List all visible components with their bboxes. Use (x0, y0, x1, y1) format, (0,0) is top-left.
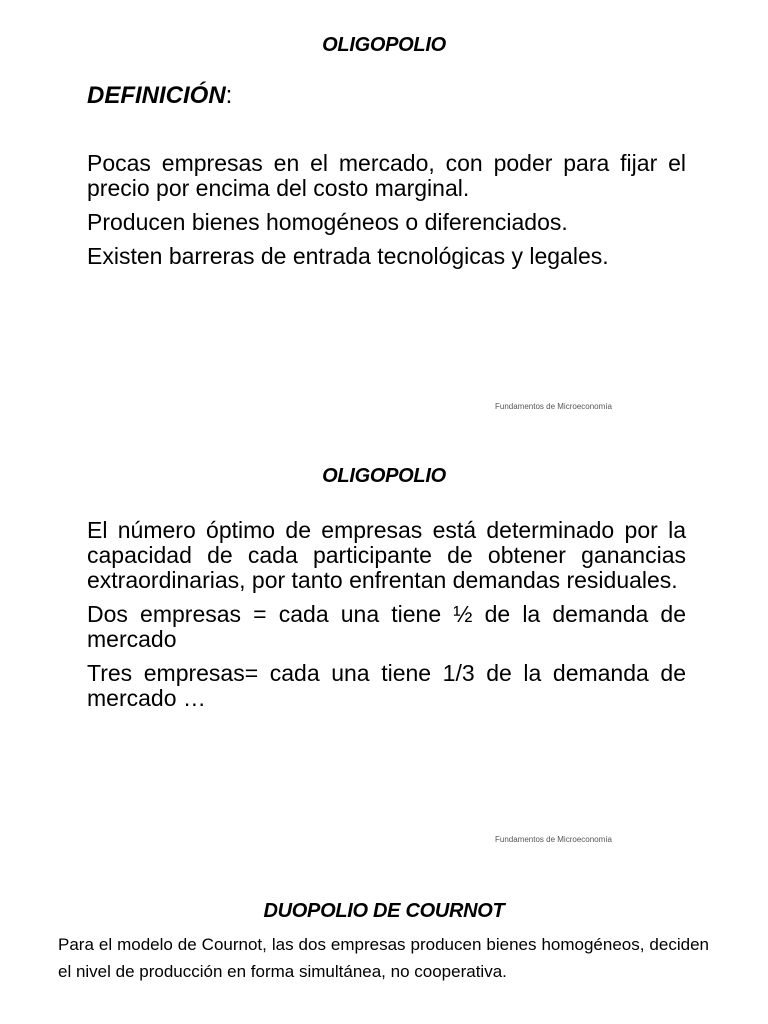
definition-colon: : (225, 82, 233, 109)
slide-title: DUOPOLIO DE COURNOT (263, 900, 505, 922)
cournot-paragraph: Para el modelo de Cournot, las dos empresas producen bienes homogéneos, deciden el nivel de producción en forma simultánea, no cooperativa. (58, 935, 709, 981)
slide-duopolio-cournot (0, 880, 768, 1024)
slide-title: OLIGOPOLIO (322, 465, 446, 487)
list-item: Producen bienes homogéneos o diferenciados. (87, 209, 568, 235)
definition-list (87, 151, 686, 278)
definition-label: DEFINICIÓN (87, 82, 226, 109)
slide-footer: Fundamentos de Microeconomía (495, 835, 612, 844)
definition-heading (87, 82, 232, 110)
slide-oligopolio-definicion (0, 0, 768, 440)
list-item: Existen barreras de entrada tecnológicas y legales. (87, 243, 609, 269)
list-item: Tres empresas= cada una tiene 1/3 de la demanda de mercado … (87, 660, 686, 711)
slide-footer: Fundamentos de Microeconomía (495, 402, 612, 411)
list-item: Dos empresas = cada una tiene ½ de la demanda de mercado (87, 601, 686, 652)
slide-title: OLIGOPOLIO (322, 34, 446, 56)
numero-empresas-list (87, 518, 686, 720)
list-item: Pocas empresas en el mercado, con poder para fijar el precio por encima del costo marginal. (87, 150, 686, 201)
slide-oligopolio-numero-empresas (0, 440, 768, 880)
list-item: El número óptimo de empresas está determinado por la capacidad de cada participante de obtener ganancias extraordinarias, por tanto enfrentan demandas residuales. (87, 517, 686, 593)
